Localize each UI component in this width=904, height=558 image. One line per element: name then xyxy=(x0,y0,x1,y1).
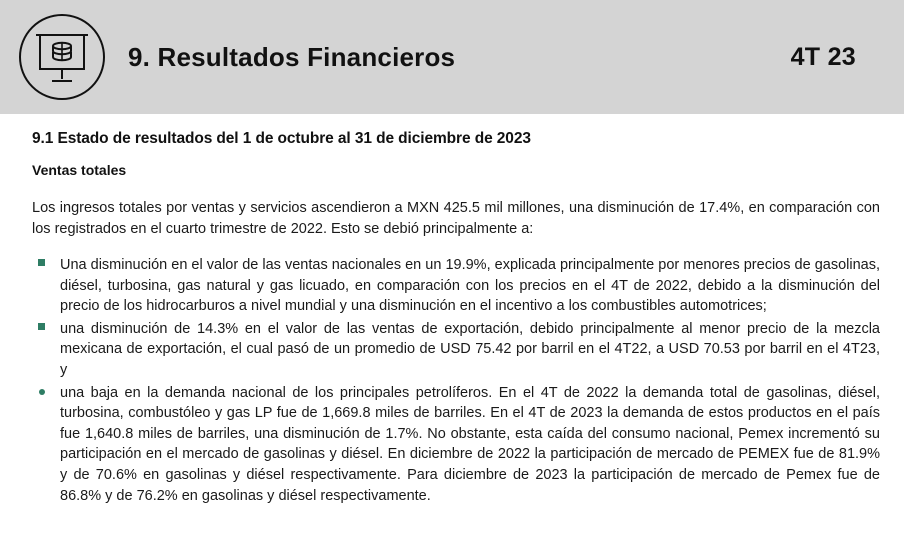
intro-paragraph: Los ingresos totales por ventas y servicios ascendieron a MXN 425.5 mil millones, una disminución de 17.4%, en comparación con los registrados en el cuarto trimestre de 2022. Esto se debió principalmente a: xyxy=(32,200,880,237)
section-heading: 9.1 Estado de resultados del 1 de octubre al 31 de diciembre de 2023 xyxy=(32,130,531,147)
round-bullet-icon xyxy=(39,389,45,395)
square-bullet-icon xyxy=(38,323,45,330)
page-title: 9. Resultados Financieros xyxy=(128,41,456,72)
list-item-text: Una disminución en el valor de las ventas nacionales en un 19.9%, explicada principalmente por menores precios de gasolinas, diésel, turbosina, gas natural y gas licuado, en comparación con los precios en el 4T de 2022, debido a la disminución del precio de los hidrocarburos a nivel mundial y una disminución en el incentivo a los combustibles automotrices; xyxy=(60,257,880,315)
bullet-list xyxy=(32,255,880,506)
square-bullet-icon xyxy=(38,259,45,266)
list-item xyxy=(32,319,880,381)
presentation-board-with-coins-icon xyxy=(18,13,106,101)
sub-heading: Ventas totales xyxy=(32,162,127,178)
quarter-label: 4T 23 xyxy=(790,42,856,71)
document-body xyxy=(0,114,904,506)
list-item-text: una baja en la demanda nacional de los principales petrolíferos. En el 4T de 2022 la demanda total de gasolinas, diésel, turbosina, combustóleo y gas LP fue de 1,669.8 miles de barriles. En el 4T de 2023 la demanda de estos productos en el país fue 1,640.8 miles de barriles, una disminución de 1.7%. No obstante, esta caída del consumo nacional, Pemex incrementó su participación en el mercado de gasolinas y diésel. En diciembre de 2022 la participación de mercado de PEMEX fue de 81.9% y de 70.6% en gasolinas y diésel respectivamente. Para diciembre de 2023 la participación de mercado de Pemex fue de 86.8% y de 76.2% en gasolinas y diésel respectivamente. xyxy=(60,384,880,504)
list-item xyxy=(32,255,880,317)
list-item xyxy=(32,383,880,506)
list-item-text: una disminución de 14.3% en el valor de las ventas de exportación, debido principalmente al menor precio de la mezcla mexicana de exportación, el cual pasó de un promedio de USD 75.42 por barril en el 4T22, a USD 70.53 por barril en el 4T23, y xyxy=(60,320,880,379)
page-header xyxy=(0,0,904,114)
